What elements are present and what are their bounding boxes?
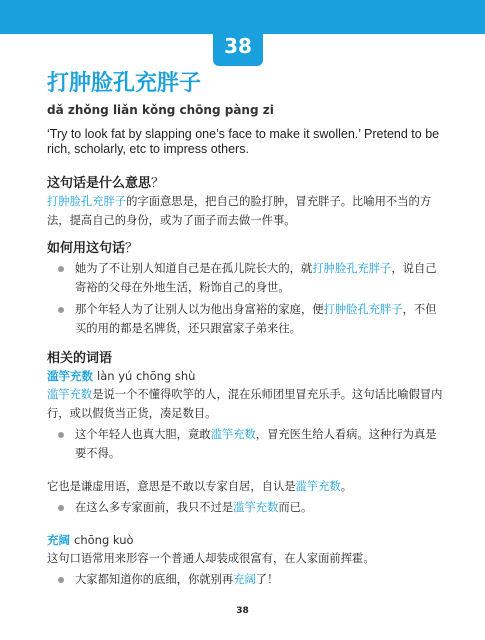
idiom-english-meaning: ‘Try to look fat by slapping one’s face to make it swollen.’ Pretend to be rich, scholarly, etc to impress others. [47, 127, 440, 156]
list-item [47, 300, 447, 338]
list-item [47, 570, 447, 589]
bullet-icon [58, 505, 64, 511]
term-word: 充阔 [47, 533, 70, 547]
section-meaning [47, 175, 447, 230]
section-usage-heading [47, 240, 447, 257]
example-text: 大家都知道你的底细，你就别再 [75, 573, 234, 586]
example-text: ，不但买的用的都是名牌货，还只跟富家子弟来往。 [75, 303, 437, 335]
section-usage [47, 240, 447, 338]
bullet-icon [58, 307, 64, 313]
heading-question-mark: ？ [125, 241, 139, 256]
heading-text: 如何用这句话 [47, 241, 126, 256]
example-text: ，说自己寄裕的父母在外地生活，粉饰自己的身世。 [75, 262, 437, 294]
meaning-body: 的字面意思是，把自己的脸打肿，冒充胖子。比喻用不当的方法，提高自己的身份，或为了面子而去做一件事。 [47, 195, 432, 227]
page-content [47, 70, 447, 592]
highlight-idiom: 打肿脸孔充胖子 [312, 262, 392, 275]
highlight-term: 滥竽充数 [47, 388, 93, 401]
bullet-icon [58, 577, 64, 583]
highlight-term: 充阔 [233, 573, 256, 586]
related-term-1 [47, 368, 447, 385]
usage-list [47, 259, 447, 338]
example-text: 那个年轻人为了让别人以为他出身富裕的家庭，便 [75, 303, 324, 316]
related-term-2 [47, 532, 447, 549]
highlight-term: 滥竽充数 [295, 480, 341, 493]
example-text: 这个年轻人也真大胆，竟敢 [75, 428, 211, 441]
term-pinyin: chōng kuò [74, 533, 134, 547]
example-text: 在这么多专家面前，我只不过是 [75, 501, 234, 514]
term-1-example2-list [47, 498, 447, 517]
highlight-idiom: 打肿脸孔充胖子 [47, 195, 127, 208]
section-meaning-text [47, 192, 447, 230]
note-text: 它也是谦虚用语，意思是不敢以专家自居，自认是 [47, 480, 296, 493]
list-item [47, 498, 447, 517]
term-1-note [47, 477, 447, 496]
section-meaning-heading [47, 175, 447, 192]
term-2-example-list [47, 570, 447, 589]
section-related [47, 350, 447, 589]
heading-text: 这句话是什么意思 [47, 176, 152, 191]
example-text: 而已。 [278, 501, 313, 514]
term-pinyin: làn yú chōng shù [97, 369, 196, 383]
bullet-icon [58, 266, 64, 272]
page-footer-number: 38 [236, 606, 249, 616]
note-text: 。 [340, 480, 353, 493]
description-body: 是说一个不懂得吹竽的人，混在乐师团里冒充乐手。这句话比喻假冒内行，或以假货当正货，凑足数目。 [47, 388, 443, 420]
list-item [47, 259, 447, 297]
example-text: 她为了不让别人知道自己是在孤儿院长大的，就 [75, 262, 313, 275]
term-1-example-list [47, 425, 447, 463]
idiom-pinyin: dǎ zhǒng liǎn kǒng chōng pàng zi [47, 103, 274, 117]
highlight-term: 滥竽充数 [233, 501, 279, 514]
example-text: 了！ [255, 573, 279, 586]
page-number-badge: 38 [213, 26, 263, 66]
term-1-description [47, 385, 447, 423]
list-item [47, 425, 447, 463]
idiom-title: 打肿脸孔充胖子 [47, 71, 202, 96]
term-word: 滥竽充数 [47, 369, 93, 383]
highlight-term: 滥竽充数 [210, 428, 256, 441]
example-text: ，冒充医生给人看病。这种行为真是要不得。 [75, 428, 437, 460]
highlight-idiom: 打肿脸孔充胖子 [323, 303, 403, 316]
heading-question-mark: ？ [151, 176, 165, 191]
section-related-heading: 相关的词语 [47, 351, 113, 366]
bullet-icon [58, 432, 64, 438]
term-2-description: 这句口语常用来形容一个普通人却装成很富有，在人家面前挥霍。 [47, 552, 375, 565]
